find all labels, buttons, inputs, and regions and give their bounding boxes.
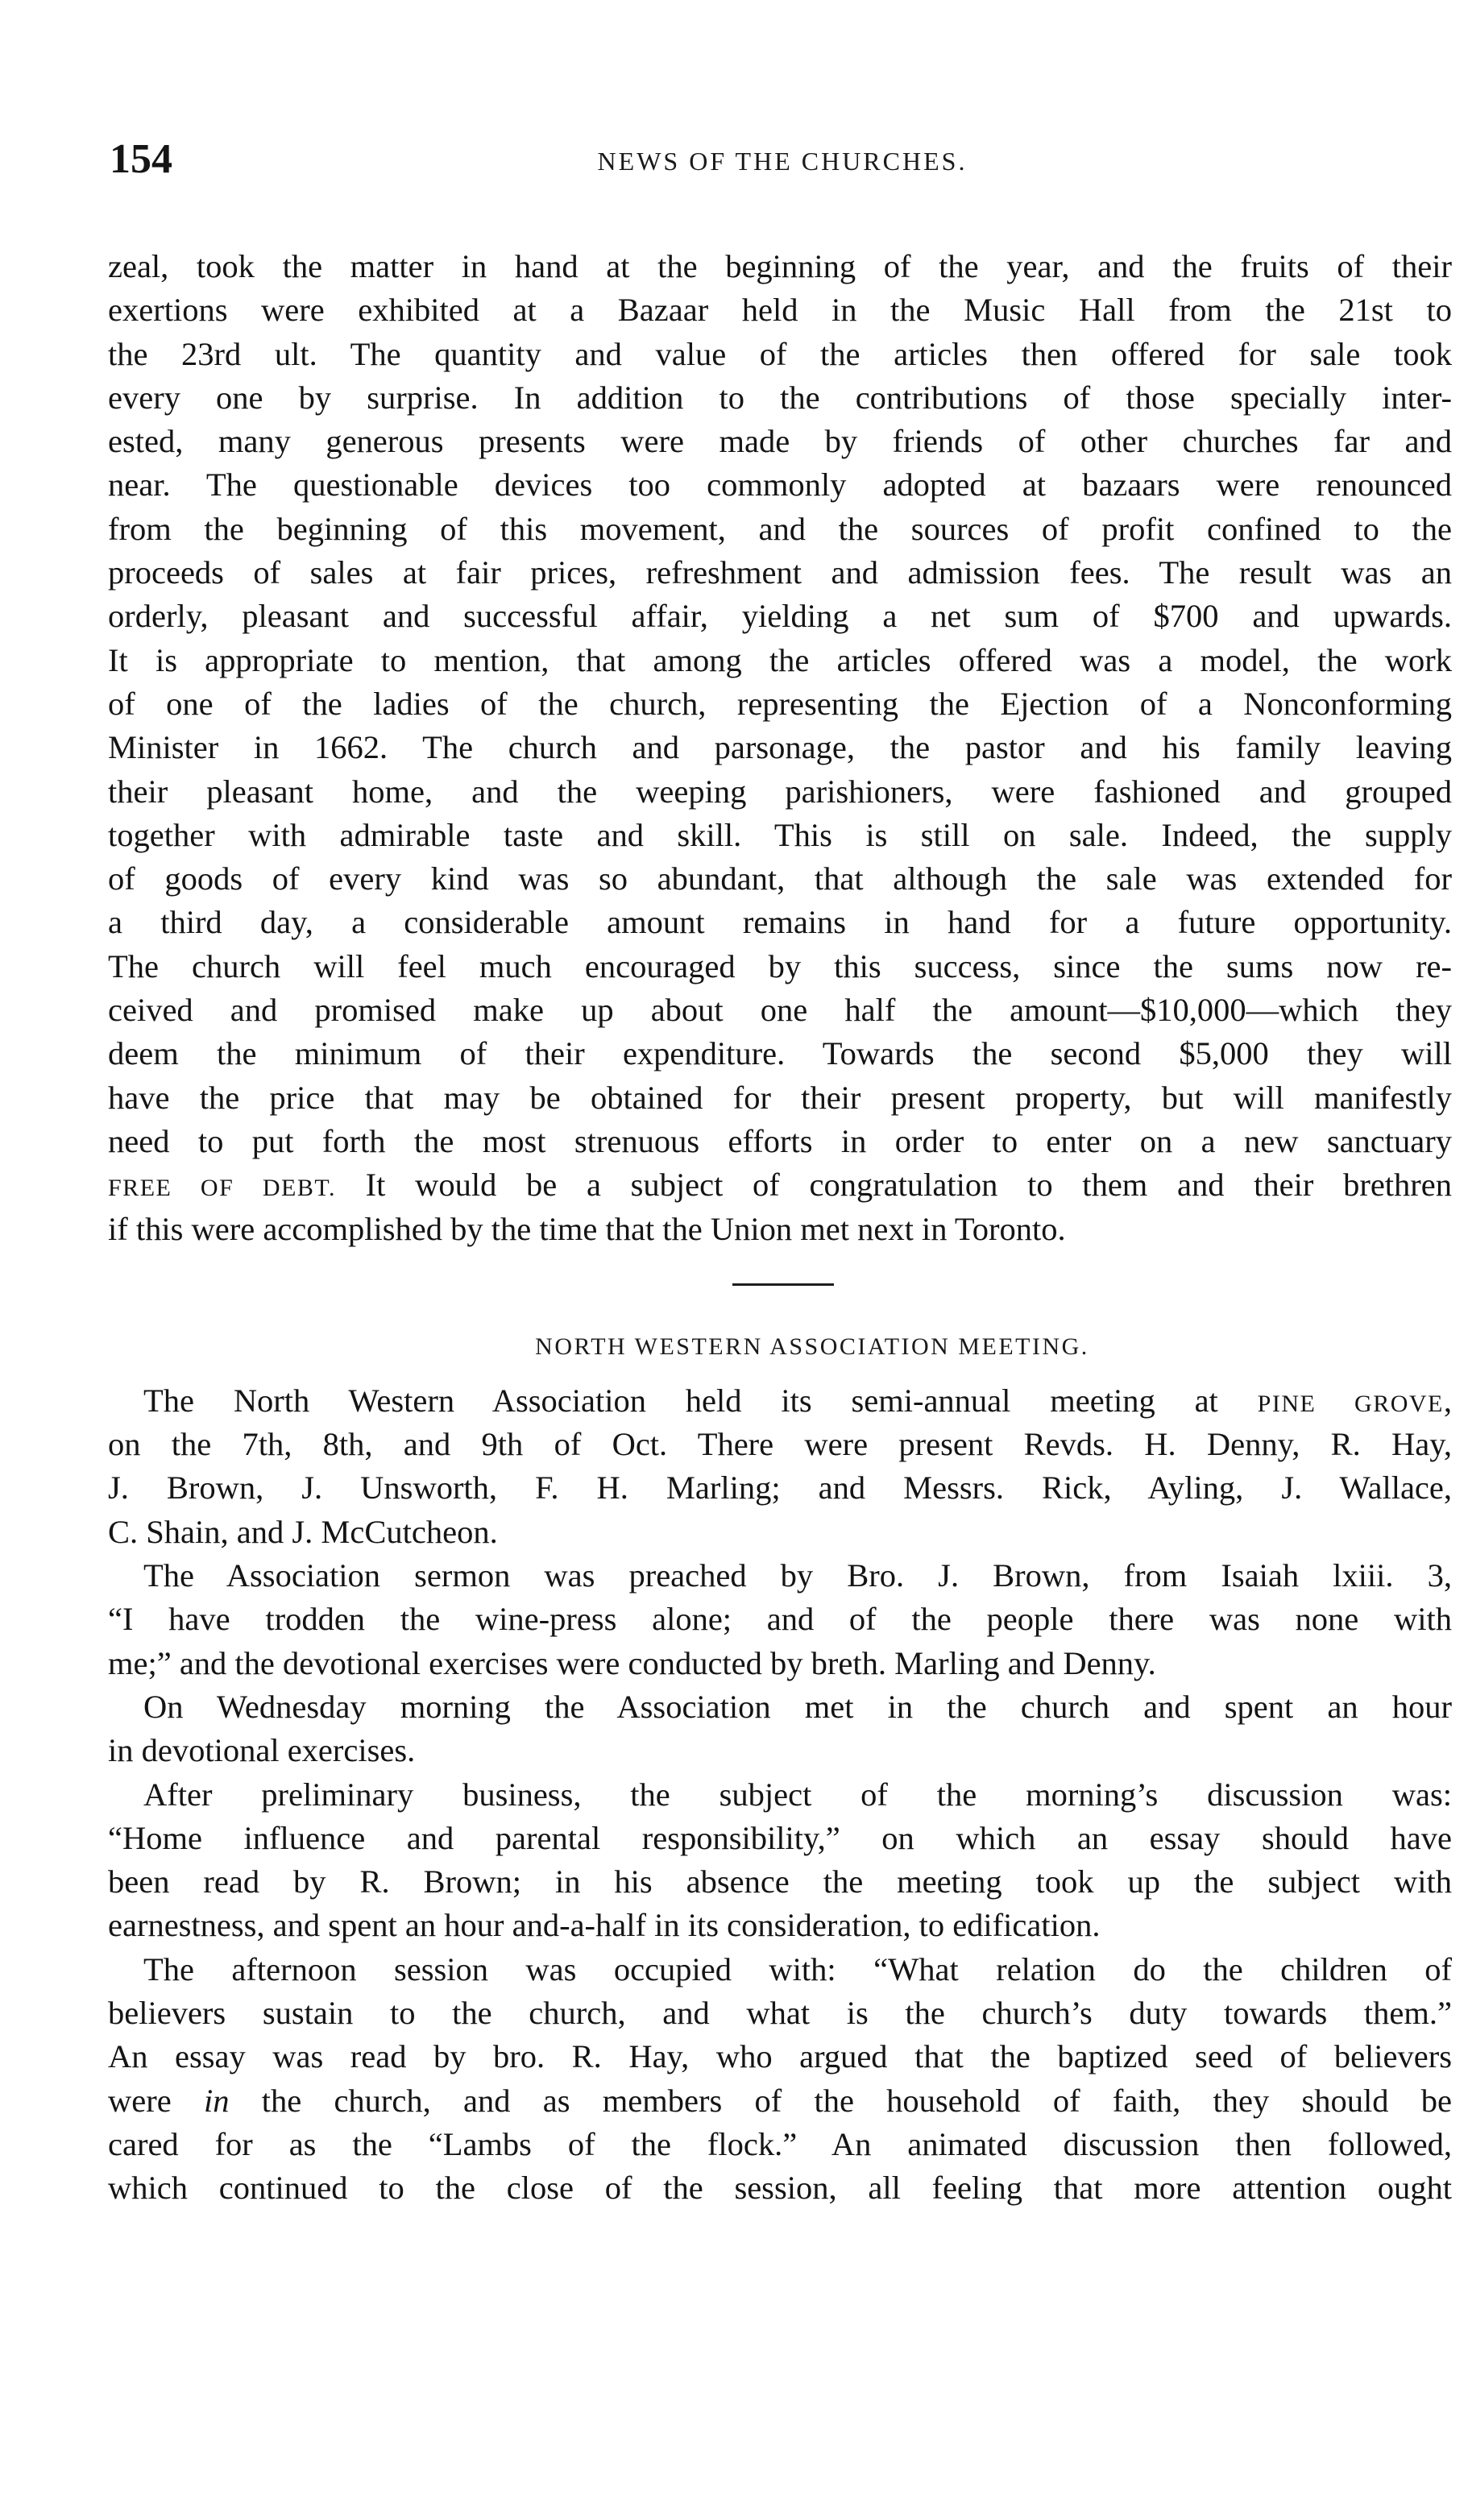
text-line: in devotional exercises.	[108, 1732, 416, 1769]
paragraph-attendance	[108, 1379, 1452, 1554]
text-line: near. The questionable devices too commonly adopted at bazaars were renounced	[108, 466, 1452, 504]
section-divider	[732, 1283, 834, 1286]
italic-word: in	[203, 2082, 230, 2119]
line-text: were	[108, 2082, 204, 2119]
text-line: orderly, pleasant and successful affair, yielding a net sum of $700 and upwards.	[108, 598, 1452, 635]
text-line: the 23rd ult. The quantity and value of the articles then offered for sale took	[108, 335, 1452, 372]
text-line: C. Shain, and J. McCutcheon.	[108, 1513, 498, 1550]
text-line: It is appropriate to mention, that among the articles offered was a model, the work	[108, 641, 1452, 678]
text-line	[108, 2079, 1452, 2123]
text-line: believers sustain to the church, and what is the church’s duty towards them.”	[108, 1994, 1452, 2031]
section-heading: NORTH WESTERN ASSOCIATION MEETING.	[535, 1333, 1089, 1360]
smallcaps-phrase: FREE OF DEBT.	[108, 1175, 336, 1202]
text-line: a third day, a considerable amount remains in hand for a future opportunity.	[108, 904, 1452, 941]
text-line: which continued to the close of the session, all feeling that more attention ought	[108, 2170, 1452, 2207]
text-line: me;” and the devotional exercises were conducted by breth. Marling and Denny.	[108, 1644, 1156, 1681]
text-line: been read by R. Brown; in his absence the meeting took up the subject with	[108, 1863, 1452, 1900]
text-line: of goods of every kind was so abundant, that although the sale was extended for	[108, 860, 1452, 897]
paragraph-sermon	[108, 1554, 1452, 1685]
text-line: “I have trodden the wine-press alone; and of the people there was none with	[108, 1601, 1452, 1638]
text-line: The afternoon session was occupied with: “What relation do the children of	[143, 1950, 1452, 1987]
text-line: together with admirable taste and skill. This is still on sale. Indeed, the supply	[108, 816, 1452, 853]
text-line: of one of the ladies of the church, representing the Ejection of a Nonconforming	[108, 685, 1452, 722]
text-line: On Wednesday morning the Association met in the church and spent an hour	[143, 1688, 1452, 1725]
text-line: proceeds of sales at fair prices, refreshment and admission fees. The result was an	[108, 554, 1452, 591]
paragraph-wednesday	[108, 1685, 1452, 1773]
text-line: ested, many generous presents were made by friends of other churches far and	[108, 423, 1452, 460]
page-body	[108, 245, 1452, 2210]
text-line: have the price that may be obtained for their present property, but will manifestly	[108, 1079, 1452, 1116]
text-line: deem the minimum of their expenditure. Towards the second $5,000 they will	[108, 1035, 1452, 1072]
text-line	[108, 1379, 1452, 1423]
text-line: ceived and promised make up about one half the amount—$10,000—which they	[108, 992, 1452, 1029]
text-line: The Association sermon was preached by Bro. J. Brown, from Isaiah lxiii. 3,	[143, 1557, 1452, 1594]
text-line: “Home influence and parental responsibility,” on which an essay should have	[108, 1819, 1452, 1856]
line-text: ,	[1443, 1382, 1452, 1419]
continued-paragraph	[108, 245, 1452, 1251]
text-line: need to put forth the most strenuous efforts in order to enter on a new sanctuary	[108, 1122, 1452, 1159]
paragraph-morning-discussion	[108, 1773, 1452, 1948]
text-line: every one by surprise. In addition to the contributions of those specially inter-	[108, 379, 1452, 416]
page-number: 154	[110, 136, 172, 182]
text-line	[108, 1163, 1452, 1207]
line-text: The North Western Association held its semi-annual meeting at	[143, 1382, 1258, 1419]
text-line: An essay was read by bro. R. Hay, who argued that the baptized seed of believers	[108, 2038, 1452, 2075]
text-line: their pleasant home, and the weeping parishioners, were fashioned and grouped	[108, 773, 1452, 810]
text-line: J. Brown, J. Unsworth, F. H. Marling; and Messrs. Rick, Ayling, J. Wallace,	[108, 1469, 1452, 1507]
text-line: earnestness, and spent an hour and-a-half in its consideration, to edification.	[108, 1907, 1101, 1944]
text-line: if this were accomplished by the time that the Union met next in Toronto.	[108, 1210, 1066, 1247]
text-line: The church will feel much encouraged by this success, since the sums now re-	[108, 947, 1452, 984]
text-line: Minister in 1662. The church and parsonage, the pastor and his family leaving	[108, 729, 1452, 766]
text-line: zeal, took the matter in hand at the beginning of the year, and the fruits of their	[108, 248, 1452, 284]
text-line: from the beginning of this movement, and the sources of profit confined to the	[108, 510, 1452, 547]
smallcaps-place: PINE GROVE	[1257, 1390, 1444, 1417]
paragraph-afternoon-session	[108, 1948, 1452, 2211]
text-line: on the 7th, 8th, and 9th of Oct. There were present Revds. H. Denny, R. Hay,	[108, 1426, 1452, 1463]
line-text: It would be a subject of congratulation to them and their brethren	[335, 1167, 1452, 1204]
text-line: cared for as the “Lambs of the flock.” An animated discussion then followed,	[108, 2125, 1452, 2162]
text-line: After preliminary business, the subject of the morning’s discussion was:	[143, 1776, 1452, 1813]
running-head	[110, 135, 1455, 184]
line-text: the church, and as members of the household of faith, they should be	[229, 2082, 1452, 2119]
text-line: exertions were exhibited at a Bazaar held in the Music Hall from the 21st to	[108, 292, 1452, 329]
running-title: NEWS OF THE CHURCHES.	[597, 147, 968, 176]
